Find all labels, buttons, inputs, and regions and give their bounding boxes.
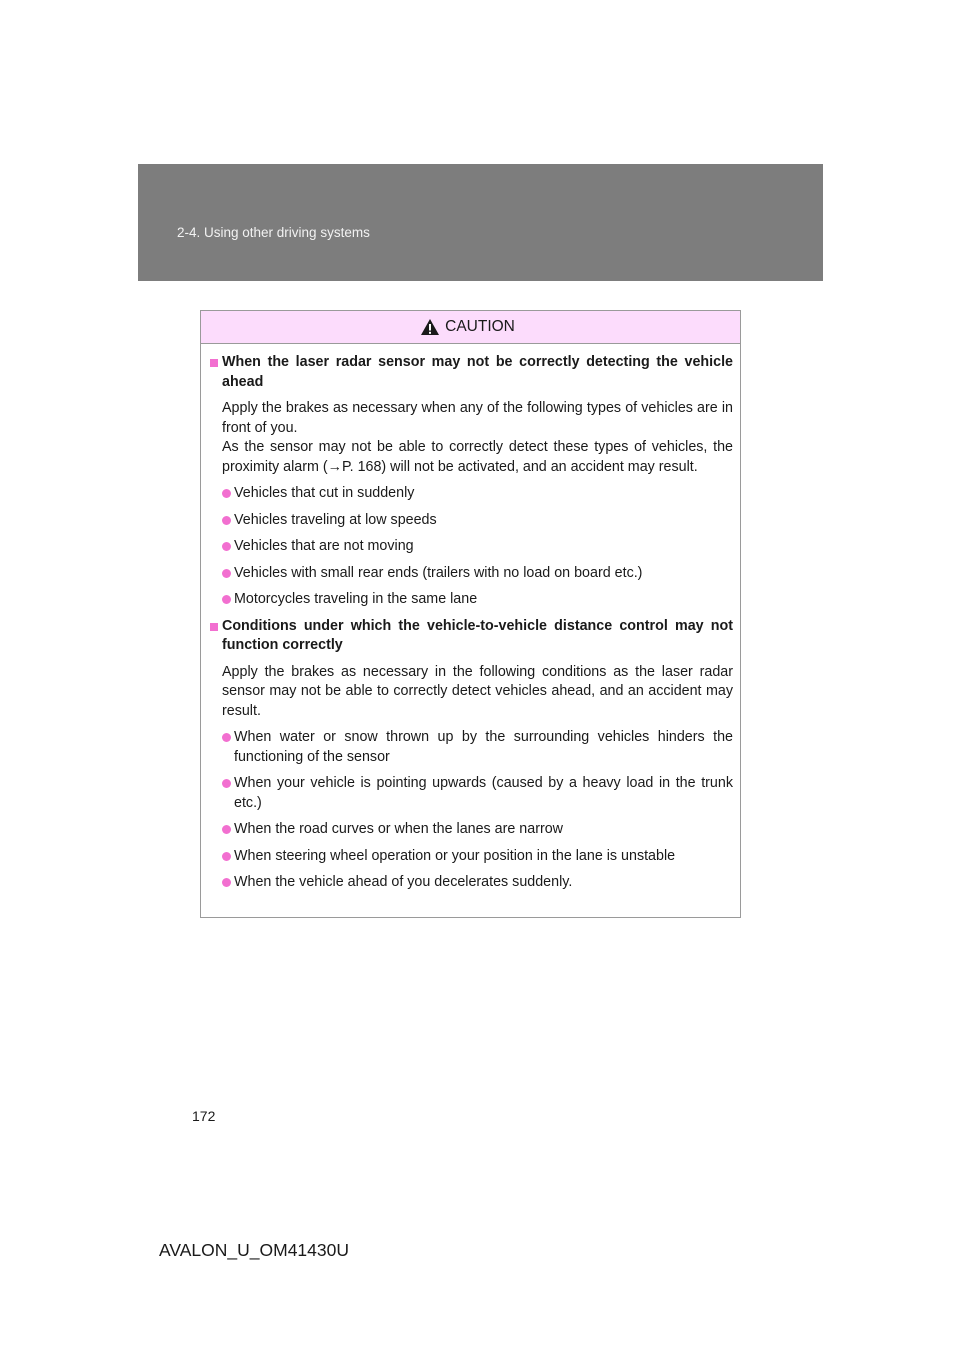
round-bullet-icon — [222, 878, 231, 887]
square-bullet-icon — [210, 623, 218, 631]
warning-triangle-icon — [420, 318, 440, 336]
paragraph-text: As the sensor may not be able to correctly detect these types of vehicles, the proximity alarm (→P. 168) will not be activated, and an accident may result. — [222, 439, 733, 475]
list-item-text: Motorcycles traveling in the same lane — [234, 591, 478, 607]
section-heading-distance-control — [210, 617, 733, 656]
list-item-text: Vehicles that cut in suddenly — [234, 485, 415, 501]
section-heading-text: Conditions under which the vehicle-to-vehicle distance control may not function correctly — [222, 617, 733, 653]
list-item — [210, 728, 733, 767]
round-bullet-icon — [222, 569, 231, 578]
paragraph-text: Apply the brakes as necessary in the following conditions as the laser radar sensor may not be able to correctly detect vehicles ahead, and an accident may result. — [222, 663, 733, 719]
paragraph-text: Apply the brakes as necessary when any of the following types of vehicles are in front of you. — [222, 400, 733, 436]
list-item — [210, 590, 733, 610]
list-item — [210, 847, 733, 867]
list-item — [210, 564, 733, 584]
round-bullet-icon — [222, 516, 231, 525]
section-paragraph — [210, 399, 733, 477]
caution-body — [201, 344, 740, 893]
document-code: AVALON_U_OM41430U — [159, 1240, 349, 1260]
list-item-text: Vehicles with small rear ends (trailers with no load on board etc.) — [234, 564, 643, 581]
list-item — [210, 820, 733, 840]
list-item — [210, 774, 733, 813]
caution-title-group — [420, 318, 515, 336]
list-item-text: When steering wheel operation or your position in the lane is unstable — [234, 847, 676, 864]
list-item — [210, 484, 733, 504]
page-number: 172 — [192, 1108, 216, 1124]
section-paragraph — [210, 663, 733, 722]
square-bullet-icon — [210, 359, 218, 367]
caution-title: CAUTION — [445, 318, 515, 335]
caution-box — [200, 310, 741, 918]
list-item-text: Vehicles that are not moving — [234, 538, 414, 554]
round-bullet-icon — [222, 852, 231, 861]
list-item-text: When water or snow thrown up by the surrounding vehicles hinders the functioning of the sensor — [234, 729, 733, 765]
section-heading-text: When the laser radar sensor may not be correctly detecting the vehicle ahead — [222, 354, 733, 390]
section-heading-laser-sensor — [210, 353, 733, 392]
list-item-text: When the vehicle ahead of you decelerates suddenly. — [234, 874, 573, 890]
list-item — [210, 511, 733, 531]
caution-header — [201, 311, 740, 344]
section-title: 2-4. Using other driving systems — [177, 225, 370, 240]
round-bullet-icon — [222, 779, 231, 788]
list-item — [210, 873, 733, 893]
round-bullet-icon — [222, 733, 231, 742]
list-item-text: When your vehicle is pointing upwards (caused by a heavy load in the trunk etc.) — [234, 775, 733, 811]
list-item — [210, 537, 733, 557]
round-bullet-icon — [222, 825, 231, 834]
round-bullet-icon — [222, 489, 231, 498]
section-header-band — [138, 164, 823, 281]
round-bullet-icon — [222, 542, 231, 551]
round-bullet-icon — [222, 595, 231, 604]
list-item-text: When the road curves or when the lanes are narrow — [234, 821, 564, 837]
list-item-text: Vehicles traveling at low speeds — [234, 511, 437, 528]
